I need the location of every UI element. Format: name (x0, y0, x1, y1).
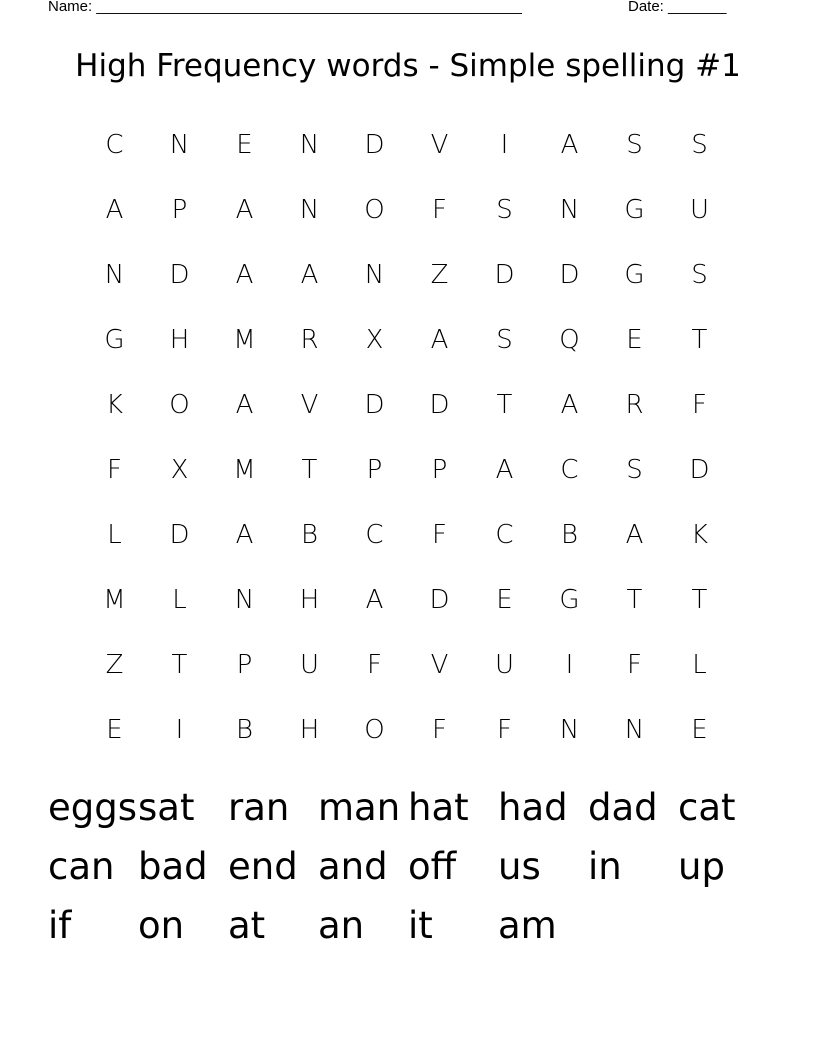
grid-letter-cell: B (560, 519, 579, 550)
grid-letter-cell: I (565, 649, 574, 680)
grid-letter-cell: A (105, 194, 124, 225)
word-list-item: sat (138, 786, 195, 829)
grid-letter-cell: A (625, 519, 644, 550)
grid-letter-cell: V (430, 649, 449, 680)
grid-letter-cell: T (626, 584, 643, 615)
grid-letter-cell: R (625, 389, 644, 420)
grid-letter-cell: F (367, 649, 382, 680)
grid-letter-cell: H (169, 324, 190, 355)
grid-letter-cell: D (169, 519, 190, 550)
word-search-grid (82, 112, 732, 762)
grid-letter-cell: F (692, 389, 707, 420)
grid-letter-cell: O (364, 194, 385, 225)
grid-letter-cell: I (175, 714, 184, 745)
grid-letter-cell: D (429, 389, 450, 420)
grid-letter-cell: A (235, 259, 254, 290)
grid-letter-cell: O (169, 389, 190, 420)
word-list-item: end (228, 845, 298, 888)
word-list-item: and (318, 845, 388, 888)
grid-letter-cell: E (496, 584, 513, 615)
grid-letter-cell: L (107, 519, 122, 550)
grid-letter-cell: D (364, 389, 385, 420)
grid-letter-cell: A (300, 259, 319, 290)
grid-letter-cell: G (624, 259, 645, 290)
grid-letter-cell: U (299, 649, 320, 680)
grid-letter-cell: S (691, 129, 708, 160)
grid-letter-cell: T (496, 389, 513, 420)
grid-letter-cell: R (300, 324, 319, 355)
grid-letter-cell: F (497, 714, 512, 745)
grid-letter-cell: K (690, 519, 709, 550)
grid-letter-cell: D (364, 129, 385, 160)
grid-letter-cell: U (689, 194, 710, 225)
grid-letter-cell: A (365, 584, 384, 615)
word-list-item: us (498, 845, 541, 888)
grid-letter-cell: S (496, 194, 513, 225)
word-list-item: ran (228, 786, 290, 829)
grid-letter-cell: A (235, 519, 254, 550)
grid-letter-cell: F (627, 649, 642, 680)
grid-letter-cell: L (692, 649, 707, 680)
grid-letter-cell: I (500, 129, 509, 160)
grid-letter-cell: F (432, 519, 447, 550)
grid-letter-cell: S (496, 324, 513, 355)
name-field-label[interactable]: Name: ___________________________________________________ (48, 0, 522, 15)
grid-letter-cell: N (559, 194, 580, 225)
grid-letter-cell: S (691, 259, 708, 290)
grid-letter-cell: E (106, 714, 123, 745)
word-list-item: off (408, 845, 457, 888)
grid-letter-cell: N (299, 129, 320, 160)
grid-letter-cell: Z (430, 259, 449, 290)
word-list-item: hat (408, 786, 469, 829)
word-list-item: eggs (48, 786, 138, 829)
grid-letter-cell: P (236, 649, 253, 680)
word-list-item: it (408, 904, 433, 947)
grid-letter-cell: P (431, 454, 448, 485)
page-title: High Frequency words - Simple spelling #1 (75, 48, 741, 84)
grid-letter-cell: D (494, 259, 515, 290)
grid-letter-cell: H (299, 714, 320, 745)
grid-letter-cell: A (495, 454, 514, 485)
grid-letter-cell: M (233, 454, 256, 485)
word-list-item: dad (588, 786, 658, 829)
grid-letter-cell: T (691, 584, 708, 615)
word-list-item: can (48, 845, 115, 888)
grid-letter-cell: Z (105, 649, 124, 680)
grid-letter-cell: C (365, 519, 384, 550)
grid-letter-cell: O (364, 714, 385, 745)
grid-letter-cell: G (624, 194, 645, 225)
grid-letter-cell: D (559, 259, 580, 290)
word-list-item: am (498, 904, 557, 947)
grid-letter-cell: A (235, 389, 254, 420)
grid-letter-cell: E (691, 714, 708, 745)
grid-letter-cell: B (300, 519, 319, 550)
grid-letter-cell: N (234, 584, 255, 615)
grid-letter-cell: E (626, 324, 643, 355)
grid-letter-cell: T (301, 454, 318, 485)
grid-letter-cell: L (172, 584, 187, 615)
grid-letter-cell: Q (559, 324, 580, 355)
grid-letter-cell: N (624, 714, 645, 745)
grid-letter-cell: T (691, 324, 708, 355)
word-list-item: cat (678, 786, 736, 829)
grid-letter-cell: U (494, 649, 515, 680)
grid-letter-cell: K (105, 389, 124, 420)
grid-letter-cell: X (170, 454, 189, 485)
grid-letter-cell: D (689, 454, 710, 485)
word-list-item: at (228, 904, 266, 947)
grid-letter-cell: D (169, 259, 190, 290)
word-list-item: up (678, 845, 725, 888)
grid-letter-cell: D (429, 584, 450, 615)
grid-letter-cell: A (560, 389, 579, 420)
grid-letter-cell: V (300, 389, 319, 420)
grid-letter-cell: C (105, 129, 124, 160)
word-list-item: bad (138, 845, 208, 888)
date-field-label[interactable]: Date: _______ (628, 0, 727, 15)
grid-letter-cell: N (364, 259, 385, 290)
word-list-item: in (588, 845, 622, 888)
header (48, 0, 748, 18)
grid-letter-cell: F (432, 194, 447, 225)
grid-letter-cell: S (626, 454, 643, 485)
grid-letter-cell: S (626, 129, 643, 160)
grid-letter-cell: F (107, 454, 122, 485)
grid-letter-cell: G (104, 324, 125, 355)
word-list (48, 783, 768, 960)
grid-letter-cell: F (432, 714, 447, 745)
grid-letter-cell: G (559, 584, 580, 615)
grid-letter-cell: A (235, 194, 254, 225)
grid-letter-cell: N (104, 259, 125, 290)
grid-letter-cell: A (430, 324, 449, 355)
grid-letter-cell: P (366, 454, 383, 485)
grid-letter-cell: N (559, 714, 580, 745)
grid-letter-cell: N (169, 129, 190, 160)
word-list-item: man (318, 786, 401, 829)
grid-letter-cell: X (365, 324, 384, 355)
grid-letter-cell: N (299, 194, 320, 225)
word-list-item: on (138, 904, 185, 947)
grid-letter-cell: M (233, 324, 256, 355)
grid-letter-cell: E (236, 129, 253, 160)
grid-letter-cell: M (103, 584, 126, 615)
word-list-item: had (498, 786, 568, 829)
grid-letter-cell: C (560, 454, 579, 485)
grid-letter-cell: C (495, 519, 514, 550)
grid-letter-cell: B (235, 714, 254, 745)
grid-letter-cell: P (171, 194, 188, 225)
word-list-item: if (48, 904, 72, 947)
grid-letter-cell: A (560, 129, 579, 160)
word-list-item: an (318, 904, 365, 947)
grid-letter-cell: V (430, 129, 449, 160)
grid-letter-cell: H (299, 584, 320, 615)
grid-letter-cell: T (171, 649, 188, 680)
